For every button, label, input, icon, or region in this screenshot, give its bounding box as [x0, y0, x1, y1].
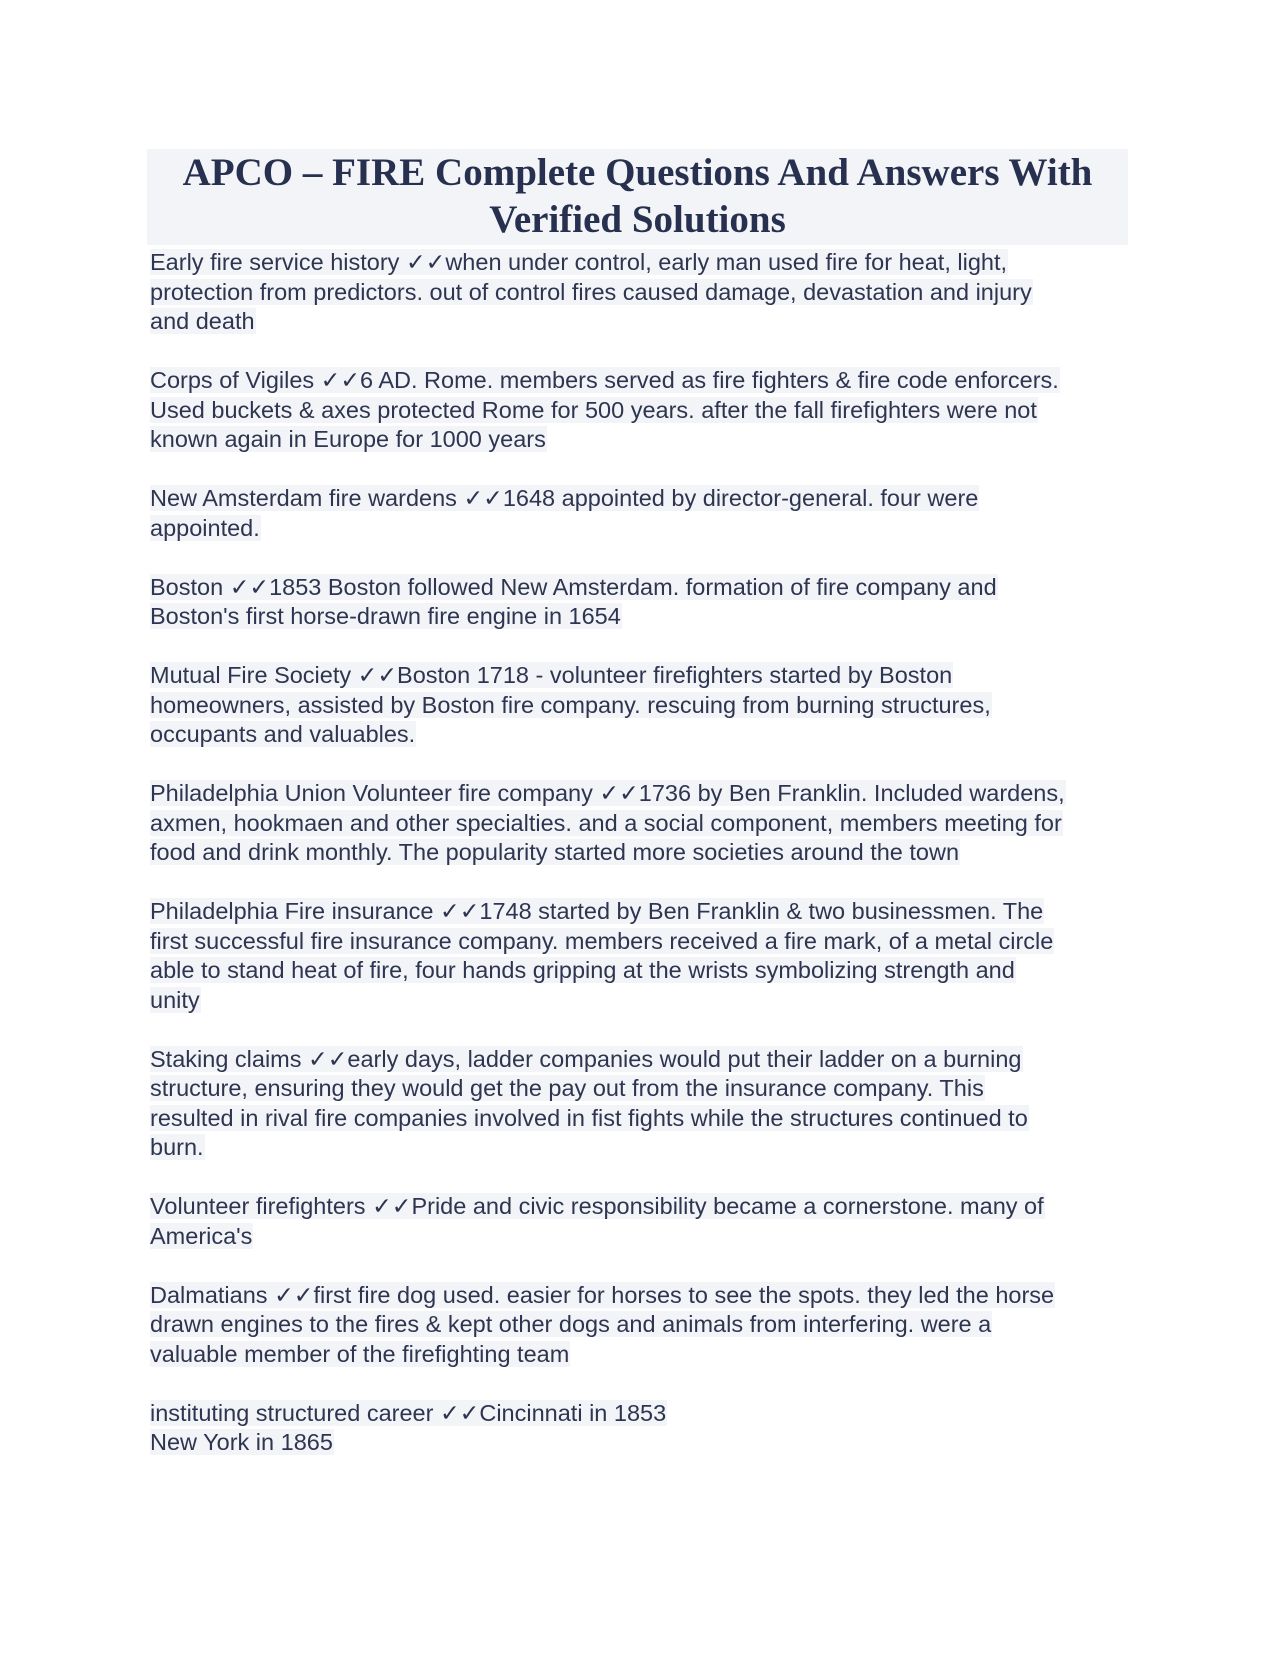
text-line-content: and death: [150, 308, 255, 334]
text-line: [150, 1428, 1150, 1458]
text-line: [150, 602, 1150, 632]
text-line: [150, 396, 1150, 426]
text-line-content: Boston's first horse-drawn fire engine in 1654: [150, 603, 621, 629]
text-line: [150, 573, 1150, 603]
text-line: [150, 661, 1150, 691]
text-line-content: New Amsterdam fire wardens ✓✓1648 appointed by director-general. four were: [150, 485, 979, 511]
text-line-content: Philadelphia Union Volunteer fire company ✓✓1736 by Ben Franklin. Included wardens,: [150, 780, 1065, 806]
text-line-content: resulted in rival fire companies involved in fist fights while the structures continued to: [150, 1104, 1028, 1131]
text-line: [150, 1104, 1150, 1134]
document-title: [147, 149, 1128, 245]
text-line: [150, 691, 1150, 721]
qa-entry: [150, 573, 1150, 632]
qa-entry: [150, 661, 1150, 750]
text-line: [150, 927, 1150, 957]
text-line: [150, 1310, 1150, 1340]
qa-entry: [150, 366, 1150, 455]
text-line-content: New York in 1865: [150, 1429, 333, 1455]
text-line: [150, 720, 1150, 750]
text-line: [150, 1399, 1150, 1429]
text-line-content: occupants and valuables.: [150, 721, 416, 747]
text-line-content: Mutual Fire Society ✓✓Boston 1718 - volunteer firefighters started by Boston: [150, 662, 953, 688]
text-line-content: Early fire service history ✓✓when under control, early man used fire for heat, light,: [150, 249, 1008, 275]
text-line: [150, 1222, 1150, 1252]
text-line-content: appointed.: [150, 514, 260, 541]
title-line: APCO – FIRE Complete Questions And Answers With: [182, 151, 1093, 194]
text-line: [150, 1133, 1150, 1163]
title-line: Verified Solutions: [489, 198, 786, 241]
text-line: [150, 1281, 1150, 1311]
text-line-content: Volunteer firefighters ✓✓Pride and civic responsibility became a cornerstone. many of: [150, 1193, 1044, 1219]
text-line: [150, 1192, 1150, 1222]
text-line-content: drawn engines to the fires & kept other dogs and animals from interfering. were a: [150, 1311, 992, 1337]
text-line-content: America's: [150, 1222, 253, 1249]
text-line-content: able to stand heat of fire, four hands gripping at the wrists symbolizing strength and: [150, 957, 1015, 983]
text-line-content: Dalmatians ✓✓first fire dog used. easier for horses to see the spots. they led the horse: [150, 1281, 1055, 1308]
text-line-content: protection from predictors. out of control fires caused damage, devastation and injury: [150, 278, 1032, 305]
text-line-content: food and drink monthly. The popularity started more societies around the town: [150, 839, 960, 865]
text-line: [150, 956, 1150, 986]
text-line-content: Philadelphia Fire insurance ✓✓1748 started by Ben Franklin & two businessmen. The: [150, 898, 1044, 924]
qa-entry: [150, 248, 1150, 337]
text-line-content: instituting structured career ✓✓Cincinnati in 1853: [150, 1399, 667, 1426]
qa-entry: [150, 897, 1150, 1015]
text-line: [150, 248, 1150, 278]
text-line: [150, 307, 1150, 337]
text-line-content: valuable member of the firefighting team: [150, 1340, 570, 1367]
qa-entry: [150, 779, 1150, 868]
qa-entry: [150, 1045, 1150, 1163]
text-line-content: unity: [150, 986, 200, 1013]
text-line: [150, 425, 1150, 455]
qa-entry: [150, 1399, 1150, 1458]
text-line: [150, 779, 1150, 809]
text-line-content: axmen, hookmaen and other specialties. and a social component, members meeting for: [150, 809, 1062, 836]
text-line: [150, 484, 1150, 514]
text-line-content: homeowners, assisted by Boston fire company. rescuing from burning structures,: [150, 691, 991, 718]
text-line-content: burn.: [150, 1134, 204, 1160]
text-line-content: Boston ✓✓1853 Boston followed New Amsterdam. formation of fire company and: [150, 573, 997, 600]
text-line: [150, 514, 1150, 544]
document-body: [150, 248, 1150, 1487]
text-line: [150, 838, 1150, 868]
text-line-content: Staking claims ✓✓early days, ladder companies would put their ladder on a burning: [150, 1045, 1022, 1072]
text-line: [150, 986, 1150, 1016]
text-line-content: known again in Europe for 1000 years: [150, 426, 546, 452]
text-line-content: Corps of Vigiles ✓✓6 AD. Rome. members served as fire fighters & fire code enforcers.: [150, 367, 1059, 393]
text-line: [150, 278, 1150, 308]
qa-entry: [150, 1281, 1150, 1370]
text-line-content: Used buckets & axes protected Rome for 500 years. after the fall firefighters were not: [150, 396, 1037, 423]
text-line: [150, 366, 1150, 396]
text-line-content: structure, ensuring they would get the pay out from the insurance company. This: [150, 1075, 984, 1101]
text-line-content: first successful fire insurance company. members received a fire mark, of a metal circle: [150, 927, 1054, 954]
qa-entry: [150, 1192, 1150, 1251]
text-line: [150, 1045, 1150, 1075]
qa-entry: [150, 484, 1150, 543]
text-line: [150, 1340, 1150, 1370]
text-line: [150, 809, 1150, 839]
text-line: [150, 897, 1150, 927]
text-line: [150, 1074, 1150, 1104]
